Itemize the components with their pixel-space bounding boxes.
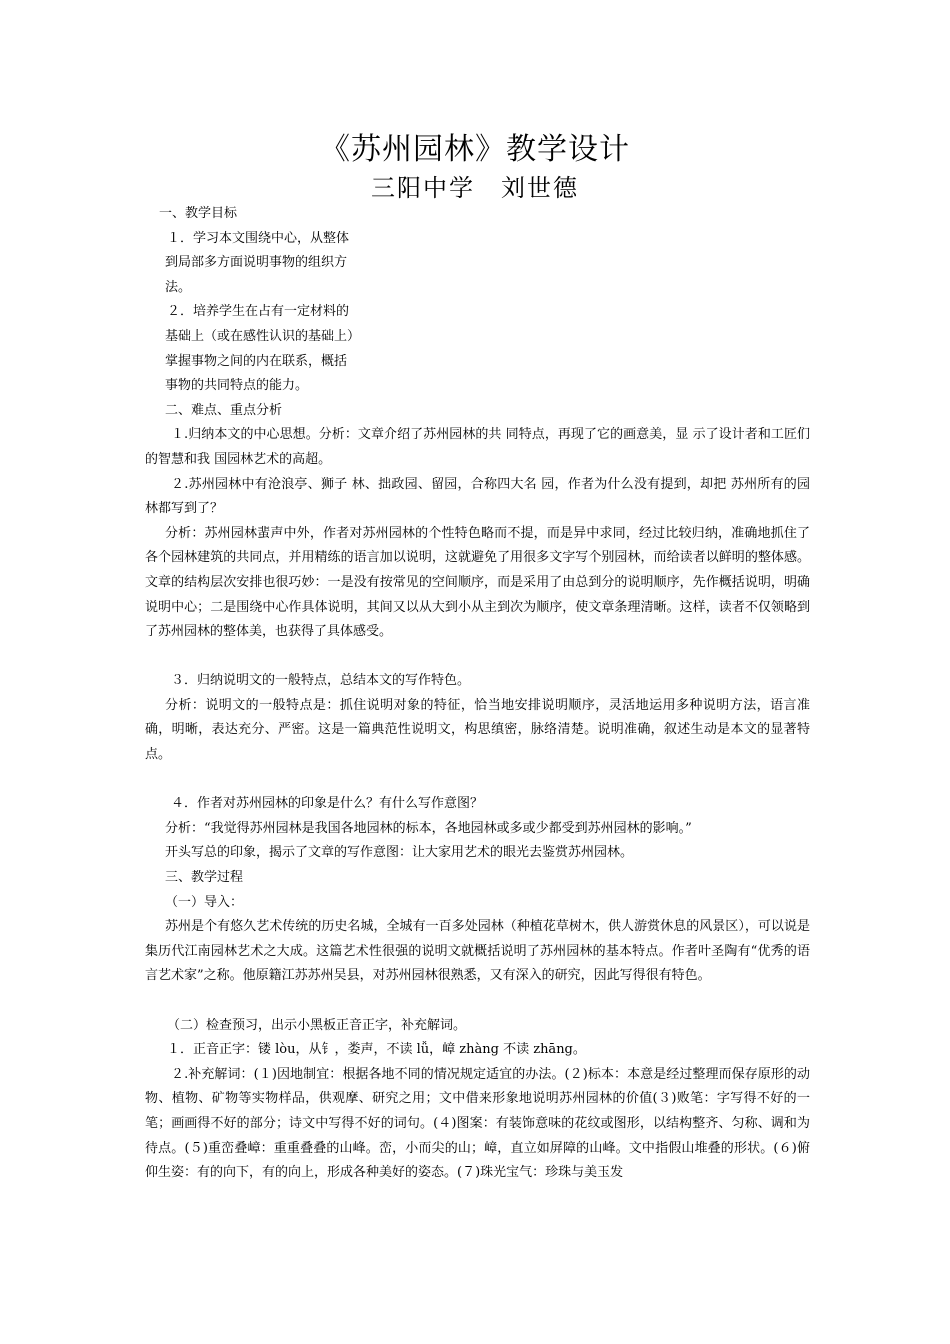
- blank-line: [145, 989, 810, 1014]
- process-step-2-vocabulary: ２.补充解词：(１)因地制宜：根据各地不同的情况规定适宜的办法。(２)标本：本意是经过整理而保存原形的动物、植物、矿物等实物样品，供观摩、研究之用；文中借来形象地说明苏州园林的价值(３)败笔：字写得不好的一笔；画画得不好的部分；诗文中写得不好的词句。(４)图案：有装饰意味的花纹或图形，以结构整齐、匀称、调和为待点。(５)重峦叠嶂：重重叠叠的山峰。峦，小而尖的山；嶂，直立如屏障的山峰。文中指假山堆叠的形状。(６)俯仰生姿：有的向下，有的向上，形成各种美好的姿态。(７)珠光宝气：珍珠与美玉发: [145, 1066, 810, 1181]
- goal-2-line-1: ２．培养学生在占有一定材料的: [167, 304, 350, 320]
- analysis-point-4: ４．作者对苏州园林的印象是什么？有什么写作意图？: [171, 796, 484, 812]
- blank-line: [145, 645, 810, 670]
- document-body: [145, 202, 810, 1186]
- process-step-2-heading: （二）检查预习，出示小黑板正音正字，补充解词。: [167, 1017, 467, 1033]
- analysis-point-4-answer: 分析：“我觉得苏州园林是我国各地园林的标本，各地园林或多或少都受到苏州园林的影响。”: [165, 820, 692, 836]
- section-heading-analysis: 二、难点、重点分析: [165, 402, 283, 418]
- goal-2-line-4: 事物的共同特点的能力。: [165, 378, 309, 394]
- goal-1-line-2: 到局部多方面说明事物的组织方: [165, 255, 348, 271]
- goal-2-line-3: 掌握事物之间的内在联系，概括: [165, 353, 348, 369]
- goal-1-line-1: １．学习本文围绕中心，从整体: [167, 230, 350, 246]
- analysis-point-3: ３．归纳说明文的一般特点，总结本文的写作特色。: [171, 673, 471, 689]
- document-title: 《苏州园林》教学设计: [320, 132, 630, 167]
- analysis-point-2: ２.苏州园林中有沧浪亭、狮子 林、拙政园、留园，合称四大名 园，作者为什么没有提到，却把 苏州所有的园林都写到了？: [145, 476, 810, 517]
- goal-2-line-2: 基础上（或在感性认识的基础上）: [165, 328, 361, 344]
- document-subtitle: 三阳中学 刘世德: [371, 174, 579, 202]
- goal-1-line-3: 法。: [165, 279, 192, 295]
- analysis-point-2-answer: 分析：苏州园林蜚声中外，作者对苏州园林的个性特色略而不提，而是异中求同，经过比较归纳，准确地抓住了各个园林建筑的共同点，并用精练的语言加以说明，这就避免了用很多文字写个别园林，而给读者以鲜明的整体感。文章的结构层次安排也很巧妙：一是没有按常见的空间顺序，而是采用了由总到分的说明顺序，先作概括说明，明确说明中心；二是围绕中心作具体说明，其间又以从大到小从主到次为顺序，使文章条理清晰。这样，读者不仅领略到了苏州园林的整体美，也获得了具体感受。: [145, 525, 810, 640]
- analysis-point-4-conclusion: 开头写总的印象，揭示了文章的写作意图：让大家用艺术的眼光去鉴赏苏州园林。: [165, 845, 634, 861]
- section-heading-goals: 一、教学目标: [159, 206, 238, 221]
- process-step-1-heading: （一）导入：: [165, 894, 244, 910]
- blank-line: [145, 768, 810, 793]
- analysis-point-3-answer: 分析：说明文的一般特点是：抓住说明对象的特征，恰当地安排说明顺序，灵活地运用多种说明方法，语言准确，明晰，表达充分、严密。这是一篇典范性说明文，构思缜密，脉络清楚。说明准确，叙述生动是本文的显著特点。: [145, 697, 810, 763]
- process-step-2-pronunciation: １．正音正字：镂 lòu，从钅，娄声，不读 lǚ，嶂 zhàng 不读 zhāng。: [167, 1042, 586, 1058]
- analysis-point-1: １.归纳本文的中心思想。分析：文章介绍了苏州园林的共 同特点，再现了它的画意美，显 示了设计者和工匠们的智慧和我 国园林艺术的高超。: [145, 427, 810, 467]
- process-step-1-text: 苏州是个有悠久艺术传统的历史名城，全城有一百多处园林（种植花草树木，供人游赏休息的风景区），可以说是集历代江南园林艺术之大成。这篇艺术性很强的说明文就概括说明了苏州园林的基本特点。作者叶圣陶有“优秀的语言艺术家”之称。他原籍江苏苏州吴县，对苏州园林很熟悉，又有深入的研究，因此写得很有特色。: [145, 919, 810, 984]
- section-heading-process: 三、教学过程: [165, 870, 244, 886]
